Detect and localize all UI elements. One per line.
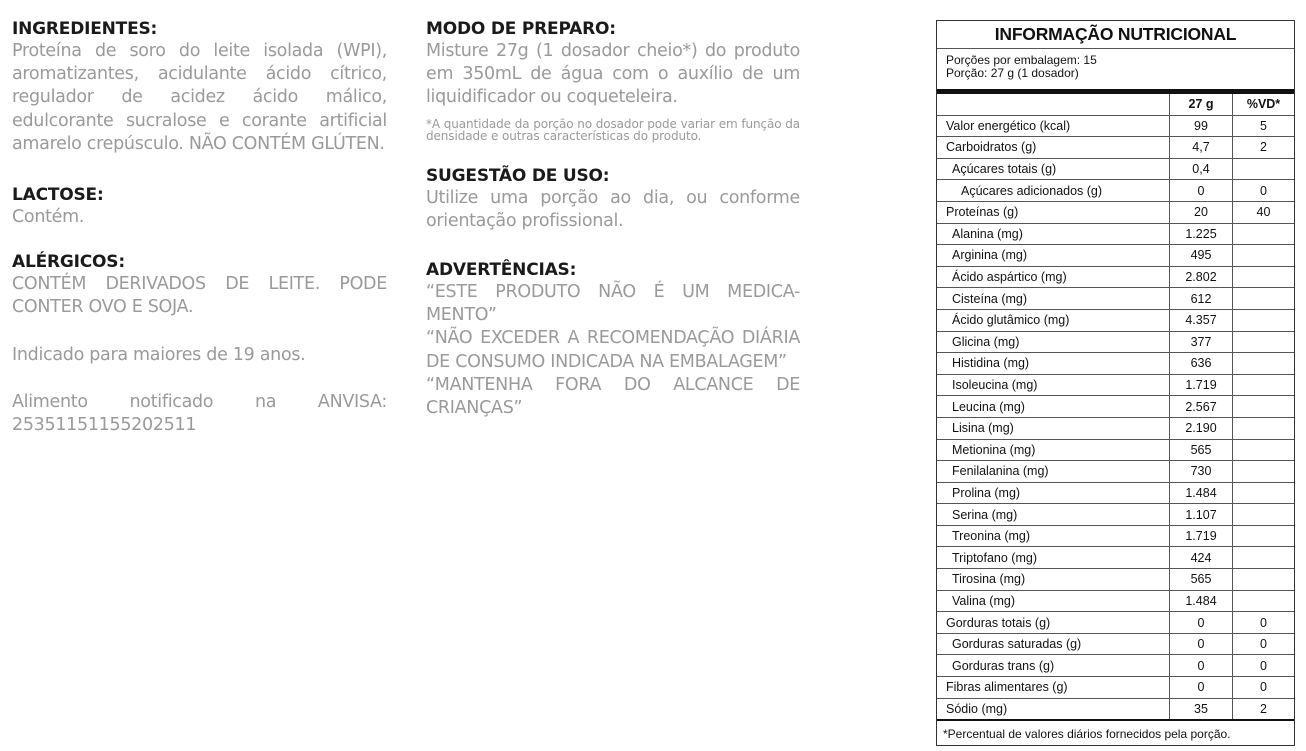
anvisa-number: 25351151155202511: [12, 415, 197, 436]
nutrient-amount: 565: [1170, 569, 1233, 591]
nutrient-daily-value: [1233, 266, 1295, 288]
nutrient-daily-value: 40: [1233, 201, 1295, 223]
nutrient-daily-value: [1233, 417, 1295, 439]
nutrition-title: INFORMAÇÃO NUTRICIONAL: [937, 21, 1294, 49]
nutrient-daily-value: [1233, 288, 1295, 310]
nutrient-name: Ácido aspártico (mg): [937, 266, 1170, 288]
nutrient-amount: 4.357: [1170, 309, 1233, 331]
age-notice-section: [12, 344, 387, 367]
nutrient-amount: 0: [1170, 655, 1233, 677]
header-daily-value: %VD*: [1233, 94, 1295, 115]
nutrient-name: Treonina (mg): [937, 525, 1170, 547]
nutrient-name: Sódio (mg): [937, 698, 1170, 720]
table-row: [937, 633, 1294, 655]
table-row: [937, 266, 1294, 288]
lactose-text: Contém.: [12, 207, 85, 228]
nutrient-daily-value: 2: [1233, 698, 1295, 720]
nutrient-name: Açúcares adicionados (g): [937, 180, 1170, 202]
nutrient-name: Glicina (mg): [937, 331, 1170, 353]
nutrient-name: Valor energético (kcal): [937, 115, 1170, 137]
allergens-heading: ALÉRGICOS:: [12, 252, 125, 273]
nutrient-daily-value: [1233, 331, 1295, 353]
nutrient-name: Açúcares totais (g): [937, 158, 1170, 180]
lactose-heading: LACTOSE:: [12, 185, 104, 206]
warning-item: “MANTENHA FORA DO ALCANCE DE CRIANÇAS”: [426, 374, 800, 419]
nutrient-daily-value: [1233, 569, 1295, 591]
table-row: [937, 525, 1294, 547]
nutrient-amount: 636: [1170, 353, 1233, 375]
warning-item: “NÃO EXCEDER A RECOMENDAÇÃO DIÁRIA DE CONSUMO INDICADA NA EMBALAGEM”: [426, 328, 800, 372]
nutrient-daily-value: 0: [1233, 612, 1295, 634]
anvisa-label: Alimento notificado na ANVISA:: [12, 391, 387, 412]
nutrient-daily-value: 0: [1233, 180, 1295, 202]
usage-heading: SUGESTÃO DE USO:: [426, 165, 610, 186]
nutrient-amount: 0: [1170, 677, 1233, 699]
table-row: [937, 288, 1294, 310]
table-row: [937, 396, 1294, 418]
table-row: [937, 309, 1294, 331]
nutrient-name: Cisteína (mg): [937, 288, 1170, 310]
nutrient-daily-value: [1233, 245, 1295, 267]
nutrient-amount: 0,4: [1170, 158, 1233, 180]
table-row: [937, 158, 1294, 180]
nutrient-amount: 20: [1170, 201, 1233, 223]
servings-per-package: Porções por embalagem: 15: [946, 53, 1097, 67]
table-row: [937, 201, 1294, 223]
nutrient-name: Triptofano (mg): [937, 547, 1170, 569]
table-row: [937, 655, 1294, 677]
left-column: [12, 18, 387, 459]
table-row: [937, 417, 1294, 439]
nutrient-amount: 612: [1170, 288, 1233, 310]
nutrient-name: Fibras alimentares (g): [937, 677, 1170, 699]
nutrient-name: Lisina (mg): [937, 417, 1170, 439]
nutrient-daily-value: 0: [1233, 677, 1295, 699]
anvisa-section: [12, 391, 387, 437]
nutrient-amount: 2.190: [1170, 417, 1233, 439]
table-row: [937, 180, 1294, 202]
nutrient-name: Prolina (mg): [937, 482, 1170, 504]
preparation-heading: MODO DE PREPARO:: [426, 19, 616, 39]
nutrient-daily-value: 5: [1233, 115, 1295, 137]
nutrient-name: Histidina (mg): [937, 353, 1170, 375]
nutrient-amount: 0: [1170, 633, 1233, 655]
table-row: [937, 353, 1294, 375]
nutrient-amount: 0: [1170, 180, 1233, 202]
nutrient-name: Alanina (mg): [937, 223, 1170, 245]
preparation-footnote: *A quantidade da porção no dosador pode variar em função da densidade e outras características do produto.: [426, 116, 800, 144]
nutrition-grid: [937, 94, 1294, 721]
nutrient-amount: 495: [1170, 245, 1233, 267]
nutrient-daily-value: [1233, 439, 1295, 461]
table-row: [937, 245, 1294, 267]
nutrient-name: Arginina (mg): [937, 245, 1170, 267]
nutrient-name: Isoleucina (mg): [937, 374, 1170, 396]
nutrient-daily-value: [1233, 482, 1295, 504]
nutrient-name: Proteínas (g): [937, 201, 1170, 223]
nutrient-amount: 1.484: [1170, 590, 1233, 612]
nutrient-daily-value: [1233, 461, 1295, 483]
nutrient-amount: 730: [1170, 461, 1233, 483]
ingredients-heading: INGREDIENTES:: [12, 19, 158, 39]
nutrient-daily-value: [1233, 223, 1295, 245]
age-notice: Indicado para maiores de 19 anos.: [12, 344, 306, 365]
nutrient-name: Ácido glutâmico (mg): [937, 309, 1170, 331]
header-amount: 27 g: [1170, 94, 1233, 115]
nutrition-footnote: *Percentual de valores diários fornecidos pela porção.: [943, 727, 1231, 742]
nutrient-amount: 1.719: [1170, 525, 1233, 547]
table-row: [937, 698, 1294, 720]
nutrient-daily-value: [1233, 353, 1295, 375]
nutrient-amount: 35: [1170, 698, 1233, 720]
nutrient-amount: 377: [1170, 331, 1233, 353]
nutrient-name: Valina (mg): [937, 590, 1170, 612]
nutrient-name: Serina (mg): [937, 504, 1170, 526]
allergens-section: [12, 251, 387, 319]
table-row: [937, 590, 1294, 612]
nutrition-facts-table: [936, 20, 1295, 746]
table-row: [937, 569, 1294, 591]
nutrient-name: Leucina (mg): [937, 396, 1170, 418]
nutrient-daily-value: [1233, 547, 1295, 569]
lactose-section: [12, 184, 387, 229]
nutrient-amount: 1.225: [1170, 223, 1233, 245]
allergens-text: CONTÉM DERIVADOS DE LEITE. PODE CONTER OVO E SOJA.: [12, 274, 387, 318]
table-row: [937, 331, 1294, 353]
ingredients-text: Proteína de soro do leite isolada (WPI), aromatizantes, acidulante ácido cítrico, regulador de acidez ácido málico, edulcorante sucralose e corante artificial amarelo crepúsculo. NÃO CONTÉM GLÚTEN.: [12, 41, 387, 154]
usage-section: [426, 165, 800, 233]
nutrient-daily-value: [1233, 309, 1295, 331]
table-row: [937, 504, 1294, 526]
table-row: [937, 482, 1294, 504]
serving-info: [937, 49, 1294, 89]
nutrient-amount: 4,7: [1170, 137, 1233, 159]
nutrient-daily-value: [1233, 374, 1295, 396]
serving-size: Porção: 27 g (1 dosador): [946, 65, 1079, 80]
table-row: [937, 547, 1294, 569]
usage-text: Utilize uma porção ao dia, ou conforme orientação profissional.: [426, 187, 800, 231]
nutrient-amount: 99: [1170, 115, 1233, 137]
nutrient-daily-value: [1233, 590, 1295, 612]
preparation-text: Misture 27g (1 dosador cheio*) do produto em 350mL de água com o auxílio de um liquidificador ou coqueteleira.: [426, 41, 800, 108]
table-row: [937, 115, 1294, 137]
warnings-heading: ADVERTÊNCIAS:: [426, 260, 577, 281]
nutrient-amount: 565: [1170, 439, 1233, 461]
warning-item: “ESTE PRODUTO NÃO É UM MEDICA-MENTO”: [426, 282, 800, 326]
nutrient-name: Metionina (mg): [937, 439, 1170, 461]
table-row: [937, 374, 1294, 396]
nutrient-amount: 0: [1170, 612, 1233, 634]
nutrient-daily-value: 0: [1233, 655, 1295, 677]
nutrient-name: Gorduras totais (g): [937, 612, 1170, 634]
ingredients-section: [12, 18, 387, 156]
table-header-row: [937, 94, 1294, 115]
middle-column: [426, 18, 800, 442]
nutrient-amount: 1.719: [1170, 374, 1233, 396]
nutrient-daily-value: [1233, 525, 1295, 547]
nutrient-daily-value: [1233, 396, 1295, 418]
table-row: [937, 223, 1294, 245]
table-row: [937, 677, 1294, 699]
nutrient-amount: 2.567: [1170, 396, 1233, 418]
nutrient-daily-value: [1233, 504, 1295, 526]
nutrient-name: Fenilalanina (mg): [937, 461, 1170, 483]
preparation-section: [426, 18, 800, 143]
table-row: [937, 612, 1294, 634]
nutrient-amount: 1.484: [1170, 482, 1233, 504]
table-row: [937, 439, 1294, 461]
header-nutrient: [937, 94, 1170, 115]
nutrient-daily-value: [1233, 158, 1295, 180]
nutrient-name: Gorduras trans (g): [937, 655, 1170, 677]
nutrient-amount: 1.107: [1170, 504, 1233, 526]
nutrient-daily-value: 0: [1233, 633, 1295, 655]
nutrient-amount: 2.802: [1170, 266, 1233, 288]
table-row: [937, 137, 1294, 159]
nutrient-amount: 424: [1170, 547, 1233, 569]
nutrient-name: Carboidratos (g): [937, 137, 1170, 159]
warnings-section: [426, 259, 800, 420]
nutrient-daily-value: 2: [1233, 137, 1295, 159]
nutrient-name: Gorduras saturadas (g): [937, 633, 1170, 655]
nutrient-name: Tirosina (mg): [937, 569, 1170, 591]
table-row: [937, 461, 1294, 483]
